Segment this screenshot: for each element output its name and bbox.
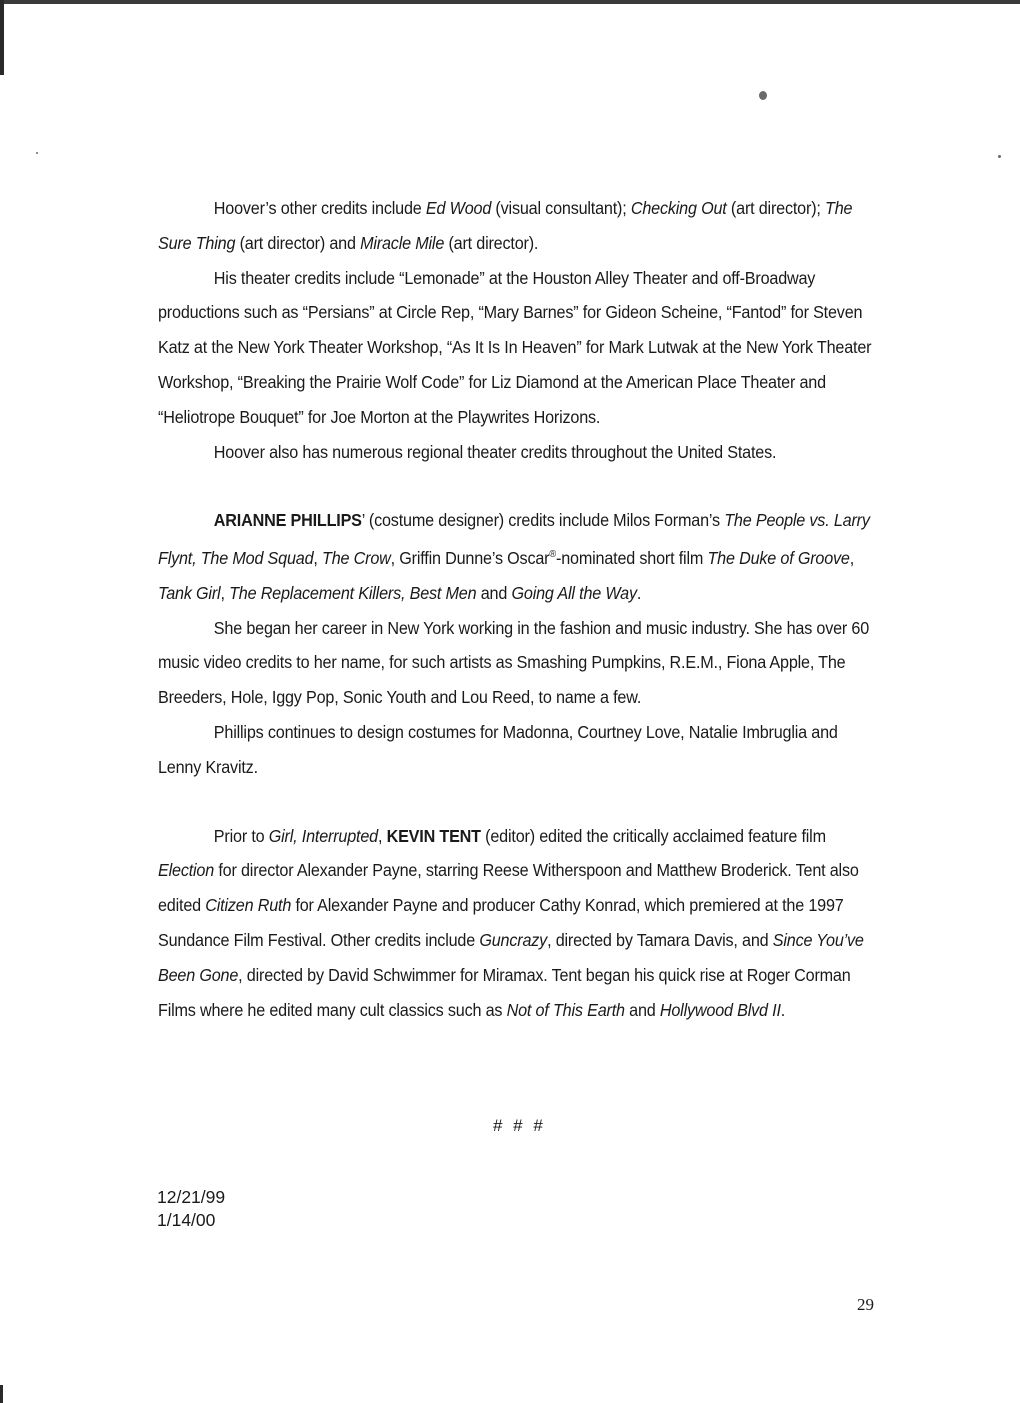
person-name: ARIANNE PHILLIPS — [213, 510, 362, 531]
scan-edge-left — [0, 0, 4, 75]
film-title: Citizen Ruth — [205, 895, 292, 916]
film-title: Miracle Mile — [360, 232, 445, 253]
film-title: Since You’ve Been Gone — [158, 929, 864, 985]
text-run: and — [476, 582, 512, 603]
paragraph-hoover-credits — [158, 191, 874, 261]
text-run: , — [849, 547, 855, 568]
paragraph-hoover-theater: His theater credits include “Lemonade” at the Houston Alley Theater and off-Broadway productions such as “Persians” at Circle Rep, “Mary Barnes” for Gideon Scheine, “Fantod” for Steven Katz at the New York Theater Workshop, “As It Is In Heaven” for Mark Lutwak at the New York Theater Workshop, “Breaking the Prairie Wolf Code” for Liz Diamond at the American Place Theater and “Heliotrope Bouquet” for Joe Morton at the Playwrites Horizons. — [158, 267, 872, 427]
text-run: . — [636, 582, 642, 603]
scan-edge-left-bottom — [0, 1385, 3, 1403]
film-title: Going All the Way — [511, 582, 637, 603]
scan-speck — [759, 91, 767, 100]
film-title: Election — [158, 860, 215, 881]
paragraph-hoover-regional: Hoover also has numerous regional theater credits throughout the United States. — [213, 441, 777, 462]
film-title: Not of This Earth — [506, 999, 625, 1020]
registered-mark: ® — [549, 549, 557, 561]
page-number: 29 — [857, 1295, 874, 1314]
document-body — [158, 191, 874, 1027]
revision-date: 12/21/99 — [157, 1187, 226, 1207]
text-run: , — [220, 582, 230, 603]
text-run: , Griffin Dunne’s Oscar — [390, 547, 550, 568]
person-name: KEVIN TENT — [386, 825, 481, 846]
film-title: The Sure Thing — [158, 198, 853, 253]
text-run: , — [377, 825, 387, 846]
scan-edge-top — [0, 0, 1020, 4]
scan-speck — [998, 155, 1001, 158]
text-run: (art director); — [726, 198, 826, 218]
film-title: The Crow — [322, 547, 391, 568]
text-run: and — [624, 999, 660, 1020]
text-run: , directed by Tamara Davis, and — [547, 929, 773, 950]
text-run: Hoover’s other credits include — [213, 198, 426, 218]
paragraph-phillips-costumes: Phillips continues to design costumes for Madonna, Courtney Love, Natalie Imbruglia and Lenny Kravitz. — [158, 721, 838, 777]
paragraph-phillips-career: She began her career in New York working in the fashion and music industry. She has over 60 music video credits to her name, for such artists as Smashing Pumpkins, R.E.M., Fiona Apple, The Breeders, Hole, Iggy Pop, Sonic Youth and Lou Reed, to name a few. — [158, 617, 870, 708]
revision-dates — [157, 1186, 225, 1232]
film-title: The Duke of Groove — [707, 547, 850, 568]
text-run: Prior to — [213, 825, 269, 846]
film-title: Checking Out — [630, 198, 727, 218]
text-run: ’ (costume designer) credits include Milos Forman’s — [361, 510, 725, 531]
text-run: -nominated short film — [556, 547, 708, 568]
text-run: , — [313, 547, 323, 568]
film-title: Tank Girl — [158, 582, 221, 603]
revision-date: 1/14/00 — [157, 1210, 216, 1230]
film-title: Girl, Interrupted — [268, 825, 378, 846]
text-run: , directed by David Schwimmer for Miramax. Tent began his quick rise at Roger Corman Films where he edited many cult classics such as — [158, 964, 851, 1020]
end-mark: # # # — [493, 1116, 546, 1135]
scan-speck — [36, 152, 38, 154]
film-title: Ed Wood — [425, 198, 492, 218]
text-run: (editor) edited the critically acclaimed feature film — [480, 825, 826, 846]
film-title: Hollywood Blvd II — [659, 999, 781, 1020]
paragraph-tent-credits — [158, 819, 874, 1028]
text-run: for Alexander Payne and producer Cathy Konrad, which premiered at the 1997 Sundance Film Festival. Other credits include — [158, 895, 844, 950]
text-run: (art director). — [444, 232, 539, 253]
text-run: (visual consultant); — [491, 198, 631, 218]
film-title: The Replacement Killers, Best Men — [229, 582, 477, 603]
paragraph-phillips-credits — [158, 503, 874, 610]
text-run: for director Alexander Payne, starring Reese Witherspoon and Matthew Broderick. Tent also edited — [158, 860, 859, 916]
text-run: (art director) and — [235, 232, 361, 253]
film-title: Guncrazy — [479, 929, 548, 950]
film-title: The People vs. Larry Flynt, The Mod Squad — [158, 510, 870, 568]
text-run: . — [780, 999, 786, 1020]
